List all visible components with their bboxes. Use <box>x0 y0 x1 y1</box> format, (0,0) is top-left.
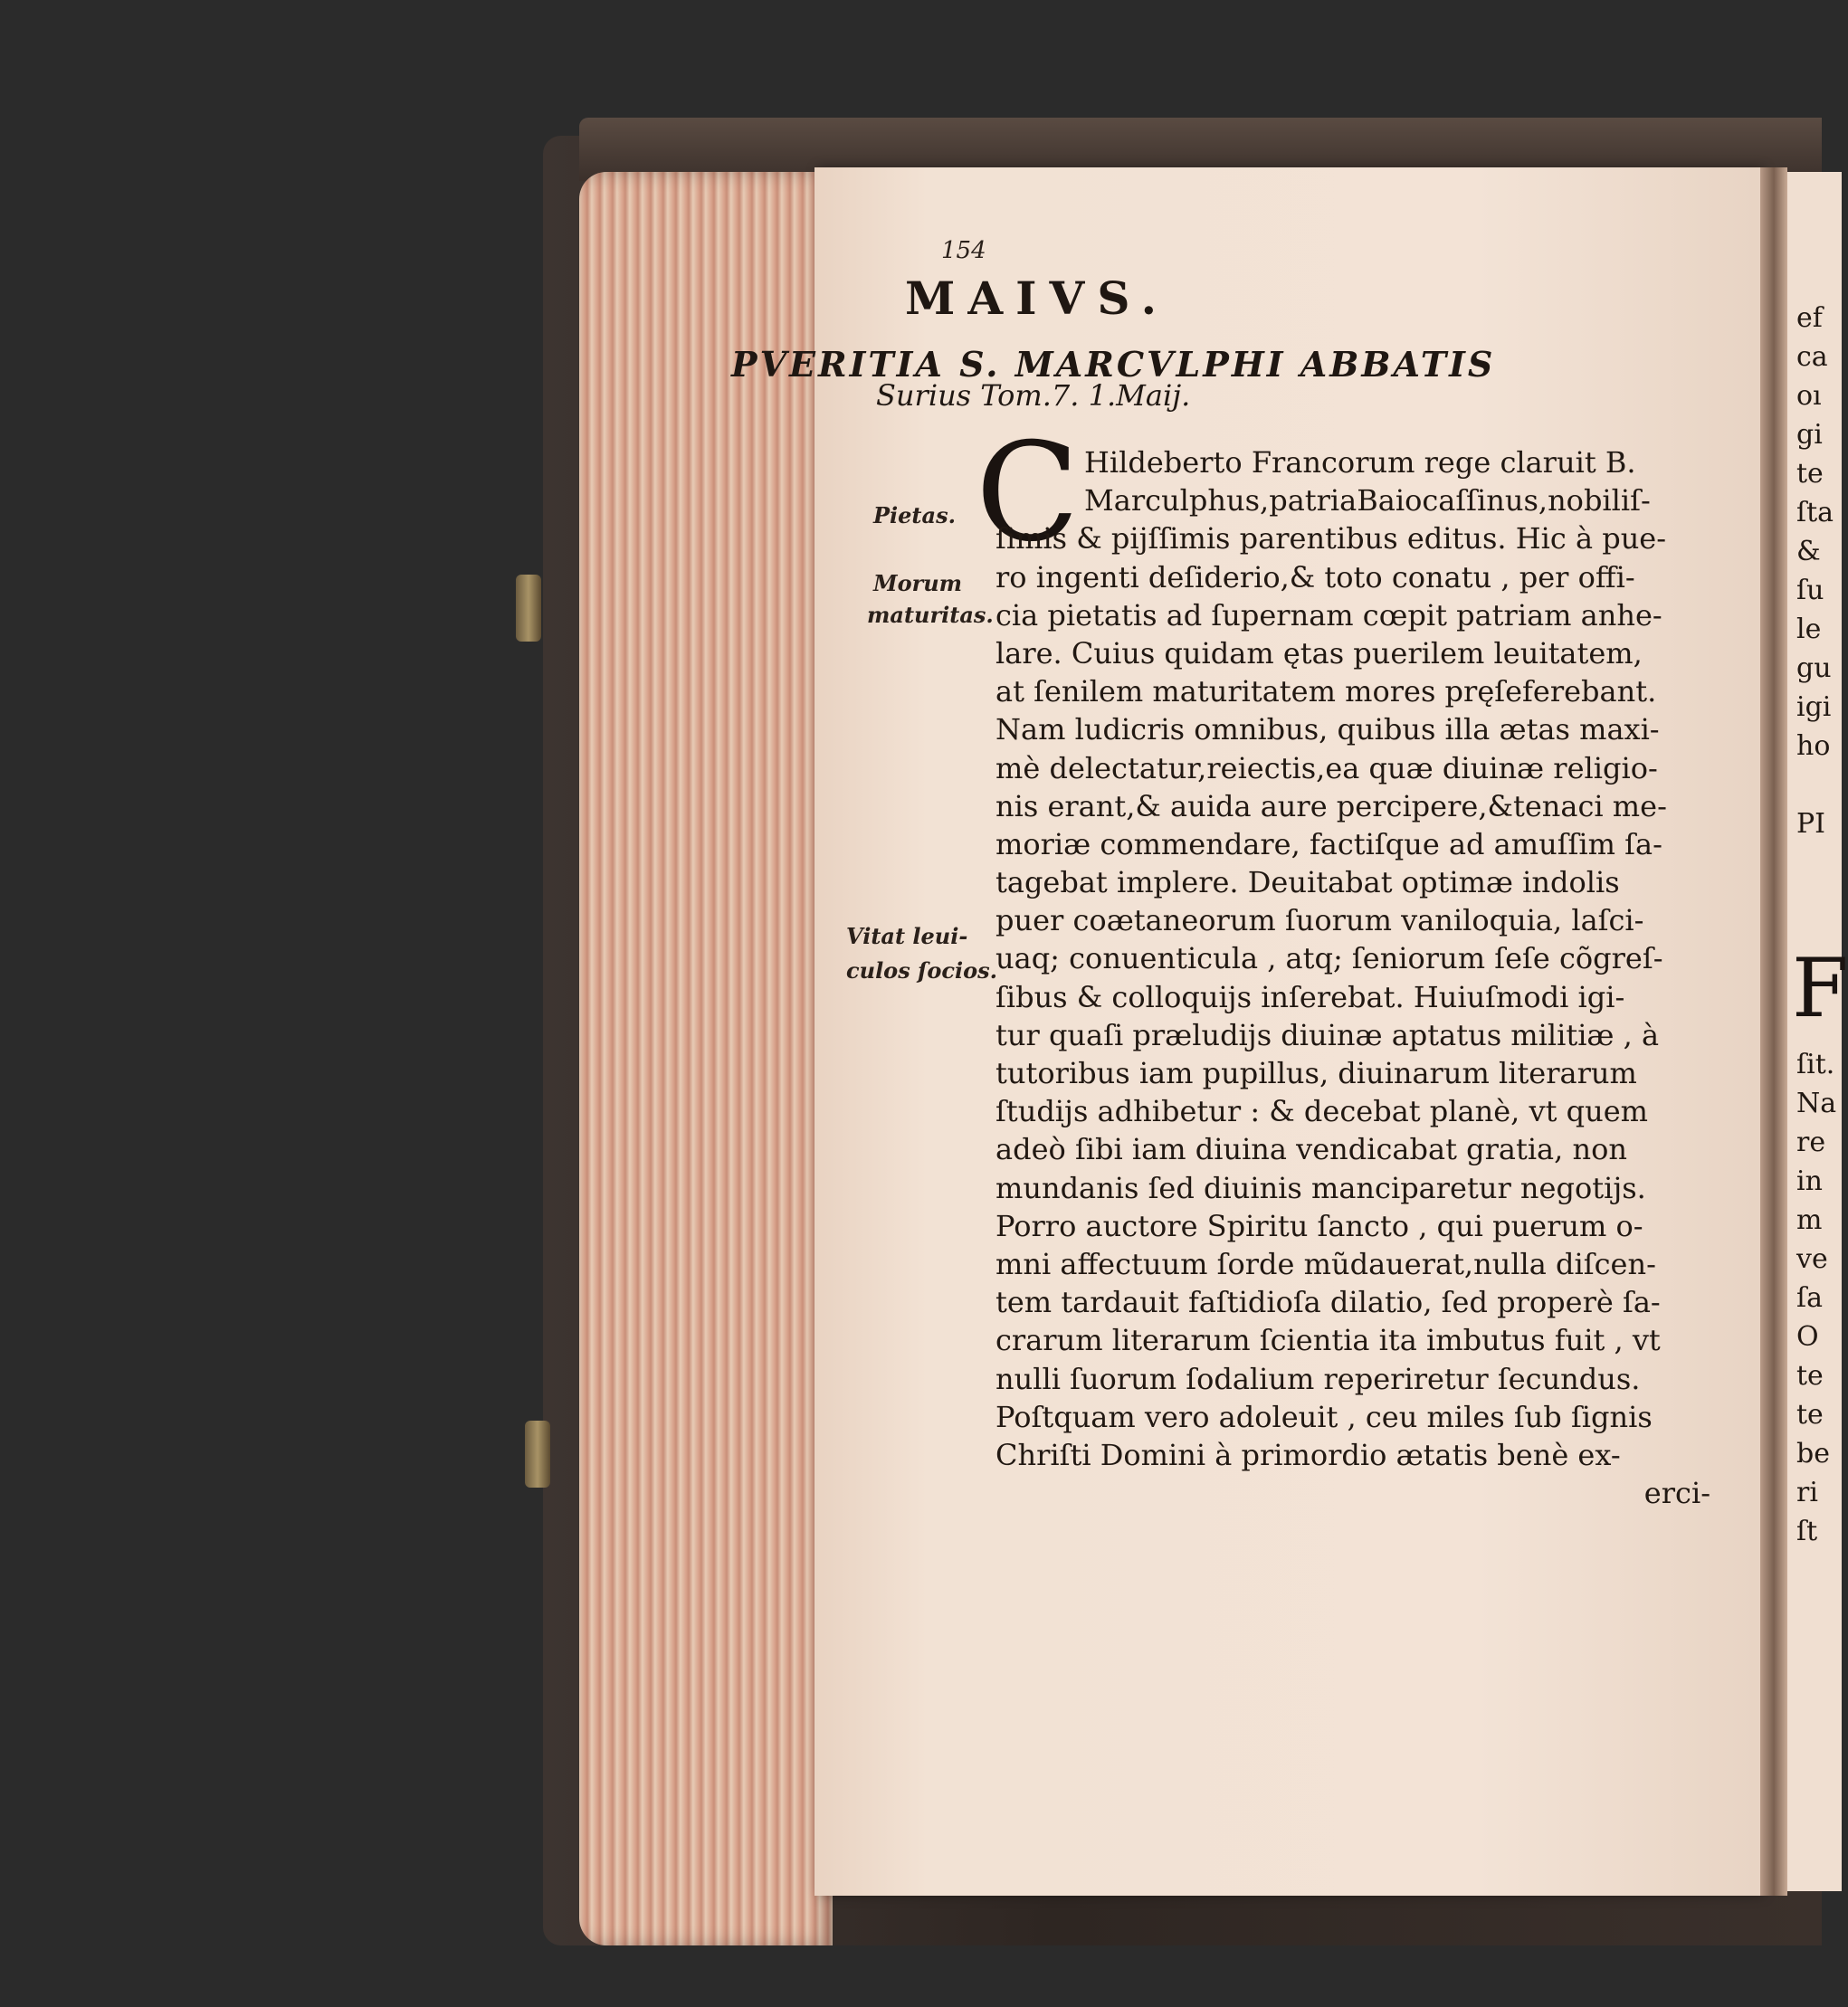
facing-fragment: ſu <box>1796 575 1824 606</box>
text-line: tagebat implere. Deuitabat optimæ indolis <box>995 865 1620 900</box>
source-reference: Surius Tom.7. 1.Maij. <box>876 378 1191 413</box>
text-line: mè delectatur,reiectis,ea quæ diuinæ religio- <box>995 750 1658 785</box>
text-line: ſibus & colloquijs inſerebat. Huiuſmodi igi- <box>995 979 1625 1014</box>
text-line: cia pietatis ad ſupernam cœpit patriam anhe- <box>995 597 1662 633</box>
facing-fragment: m <box>1796 1204 1823 1236</box>
facing-page-fragments <box>1796 299 1833 843</box>
drop-cap: C <box>976 414 1080 572</box>
running-title: MAIVS. <box>905 271 1170 325</box>
facing-fragment: be <box>1796 1438 1830 1470</box>
facing-fragment: ſit. <box>1796 1049 1835 1080</box>
text-line: Marculphus,patriaBaiocaſſinus,nobiliſ- <box>1084 483 1651 518</box>
text-line: lare. Cuius quidam ętas puerilem leuitatem, <box>995 635 1643 671</box>
text-line: Hildeberto Francorum rege claruit B. <box>1084 445 1636 480</box>
margin-note-maturitas: maturitas. <box>867 602 994 628</box>
body-text <box>995 443 1738 1512</box>
facing-fragment: ſa <box>1796 1282 1823 1314</box>
facing-page-initial: F <box>1792 941 1848 1036</box>
text-line: tur quaſi præludijs diuinæ aptatus militiæ , à <box>995 1017 1660 1052</box>
facing-fragment: ef <box>1796 302 1823 334</box>
text-line: uaq; conuenticula , atq; ſeniorum ſeſe cõgreſ- <box>995 941 1663 976</box>
text-line: Chriſti Domini à primordio ætatis benè ex- <box>995 1437 1621 1472</box>
facing-fragment: ca <box>1796 341 1828 373</box>
text-line: mni affectuum ſorde mũdauerat,nulla diſcen- <box>995 1246 1656 1281</box>
facing-fragment: PI <box>1796 808 1826 840</box>
folio-number: 154 <box>941 237 986 264</box>
facing-fragment: oı <box>1796 380 1822 412</box>
catchword: erci- <box>1643 1476 1710 1511</box>
clasp-upper-icon <box>516 575 541 642</box>
text-line: ſtudijs adhibetur : & decebat planè, vt quem <box>995 1094 1648 1129</box>
facing-fragment: ſta <box>1796 497 1834 528</box>
margin-note-socios: culos ſocios. <box>846 957 997 984</box>
facing-fragment: igi <box>1796 691 1832 723</box>
facing-fragment <box>1796 766 1833 804</box>
facing-fragment: ſt <box>1796 1516 1818 1547</box>
page-edges <box>579 172 833 1945</box>
text-line: nulli ſuorum ſodalium reperiretur ſecundus. <box>995 1361 1641 1396</box>
text-line: adeò ſibi iam diuina vendicabat gratia, non <box>995 1132 1627 1167</box>
margin-note-pietas: Pietas. <box>873 502 956 528</box>
section-heading: PVERITIA S. MARCVLPHI ABBATIS <box>731 344 1496 385</box>
text-line: ſimis & pijſſimis parentibus editus. Hic à pue- <box>995 521 1667 556</box>
facing-fragment: re <box>1796 1127 1826 1158</box>
facing-fragment: ve <box>1796 1243 1828 1275</box>
text-line: crarum literarum ſcientia ita imbutus fuit , vt <box>995 1323 1661 1358</box>
facing-fragment: O <box>1796 1321 1819 1353</box>
clasp-lower-icon <box>525 1421 550 1488</box>
facing-fragment: le <box>1796 614 1822 645</box>
facing-fragment: ri <box>1796 1477 1818 1508</box>
text-line: ro ingenti deſiderio,& toto conatu , per offi- <box>995 559 1635 594</box>
facing-fragment: gu <box>1796 652 1832 684</box>
text-line: tem tardauit faſtidioſa dilatio, ſed properè ſa- <box>995 1285 1661 1320</box>
text-line: Porro auctore Spiritu ſancto , qui puerum o- <box>995 1208 1643 1243</box>
text-line: Poſtquam vero adoleuit , ceu miles ſub ſignis <box>995 1399 1653 1434</box>
facing-fragment: Na <box>1796 1088 1837 1119</box>
facing-fragment: te <box>1796 458 1824 490</box>
facing-fragment: ho <box>1796 730 1831 762</box>
facing-fragment: gi <box>1796 419 1823 451</box>
margin-note-vitat: Vitat leui- <box>846 923 968 949</box>
facing-fragment: te <box>1796 1399 1824 1431</box>
facing-fragment: & <box>1796 536 1821 567</box>
facing-fragment: in <box>1796 1165 1823 1197</box>
text-line: nis erant,& auida aure percipere,&tenaci me- <box>995 788 1667 823</box>
text-line: tutoribus iam pupillus, diuinarum literarum <box>995 1056 1637 1090</box>
text-line: moriæ commendare, factiſque ad amuſſim ſa- <box>995 826 1662 861</box>
margin-note-morum: Morum <box>873 570 963 596</box>
facing-fragment: te <box>1796 1360 1824 1392</box>
text-line: mundanis ſed diuinis manciparetur negotijs. <box>995 1170 1646 1205</box>
text-line: puer coætaneorum ſuorum vaniloquia, laſci- <box>995 903 1644 938</box>
text-line: Nam ludicris omnibus, quibus illa ætas maxi- <box>995 712 1660 747</box>
book-gutter <box>1760 167 1787 1896</box>
text-line: at ſenilem maturitatem mores pręſeferebant. <box>995 674 1657 709</box>
facing-page-fragments-lower <box>1796 1045 1837 1551</box>
